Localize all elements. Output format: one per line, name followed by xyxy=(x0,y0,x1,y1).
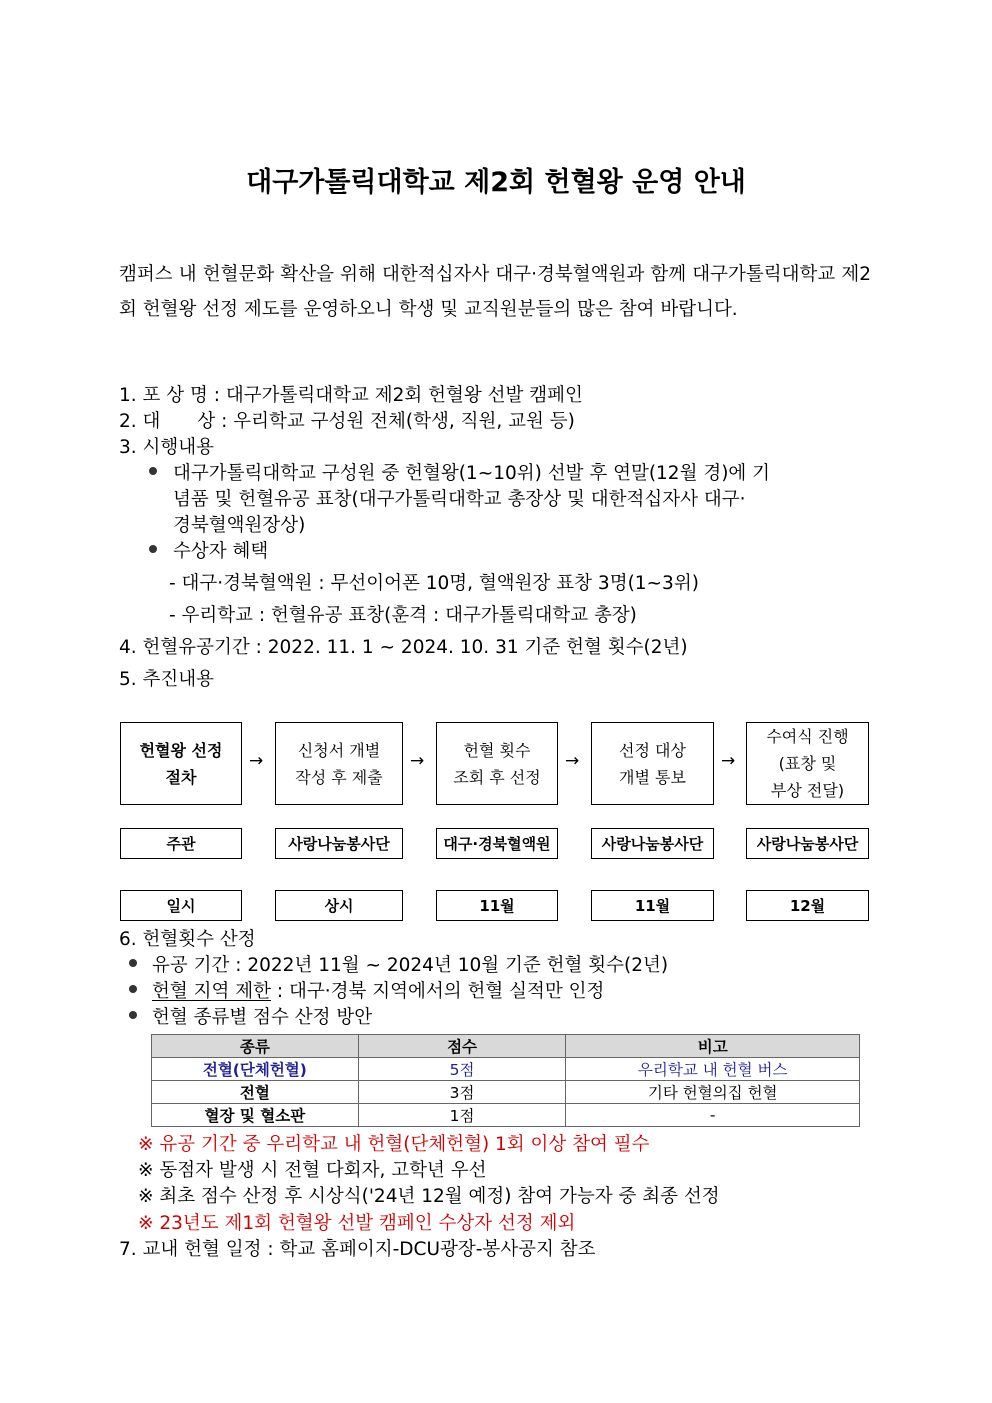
table-cell: - xyxy=(566,1104,860,1127)
note-exclusion: ※ 23년도 제1회 헌혈왕 선발 캠페인 수상자 선정 제외 xyxy=(138,1213,576,1234)
host-cell: 사랑나눔봉사단 xyxy=(591,828,714,859)
item-award-name: 1. 포 상 명 : 대구가톨릭대학교 제2회 헌혈왕 선발 캠페인 xyxy=(119,385,583,406)
bullet-icon xyxy=(149,545,157,553)
note-tie-breaker: ※ 동점자 발생 시 전혈 다회자, 고학년 우선 xyxy=(138,1160,487,1181)
table-header-row xyxy=(152,1035,860,1058)
host-cell: 사랑나눔봉사단 xyxy=(275,828,403,859)
bullet-icon xyxy=(129,1011,137,1019)
host-cell: 사랑나눔봉사단 xyxy=(746,828,869,859)
item-target: 2. 대 상 : 우리학교 구성원 전체(학생, 직원, 교원 등) xyxy=(119,411,575,432)
table-cell: 전혈 xyxy=(152,1081,359,1104)
note-final-selection: ※ 최초 점수 산정 후 시상식('24년 12월 예정) 참여 가능자 중 최종 선정 xyxy=(138,1186,720,1207)
implementation-detail-line2: 념품 및 헌혈유공 표창(대구가톨릭대학교 총장상 및 대한적십자사 대구· xyxy=(173,489,746,510)
arrow-right-icon: → xyxy=(410,751,425,771)
date-cell: 12월 xyxy=(746,890,869,921)
page-title: 대구가톨릭대학교 제2회 헌혈왕 운영 안내 xyxy=(246,167,746,198)
flow-step-selection: 헌혈 횟수 조회 후 선정 xyxy=(436,722,558,805)
flow-step-notification: 선정 대상 개별 통보 xyxy=(591,722,714,805)
host-cell: 대구·경북혈액원 xyxy=(436,828,558,859)
date-label: 일시 xyxy=(120,890,242,921)
benefit-school: - 우리학교 : 헌혈유공 표창(훈격 : 대구가톨릭대학교 총장) xyxy=(169,605,637,626)
flow-step-ceremony: 수여식 진행 (표창 및 부상 전달) xyxy=(746,722,869,805)
date-cell: 11월 xyxy=(591,890,714,921)
implementation-detail-line3: 경북혈액원장상) xyxy=(173,515,306,536)
bullet-icon xyxy=(129,985,137,993)
count-period: 유공 기간 : 2022년 11월 ~ 2024년 10월 기준 헌혈 횟수(2년) xyxy=(152,955,669,976)
flow-step-procedure: 헌혈왕 선정 절차 xyxy=(120,722,242,805)
table-header: 비고 xyxy=(566,1035,860,1058)
item-count-calculation: 6. 헌혈횟수 산정 xyxy=(119,929,256,950)
item-implementation: 3. 시행내용 xyxy=(119,437,215,458)
item-period: 4. 헌혈유공기간 : 2022. 11. 1 ~ 2024. 10. 31 기준 헌혈 횟수(2년) xyxy=(119,637,688,658)
table-cell: 우리학교 내 헌혈 버스 xyxy=(566,1058,860,1081)
winner-benefits: 수상자 혜택 xyxy=(173,541,269,562)
score-table xyxy=(151,1034,860,1127)
benefit-blood-center: - 대구·경북혈액원 : 무선이어폰 10명, 혈액원장 표창 3명(1~3위) xyxy=(169,573,699,594)
item-process: 5. 추진내용 xyxy=(119,669,215,690)
date-cell: 상시 xyxy=(275,890,403,921)
note-required-participation: ※ 유공 기간 중 우리학교 내 헌혈(단체헌혈) 1회 이상 참여 필수 xyxy=(138,1134,650,1155)
table-header: 종류 xyxy=(152,1035,359,1058)
region-restriction-label: 헌혈 지역 제한 xyxy=(152,981,271,1002)
arrow-right-icon: → xyxy=(565,751,580,771)
table-header: 점수 xyxy=(358,1035,566,1058)
arrow-right-icon: → xyxy=(249,751,264,771)
bullet-icon xyxy=(129,959,137,967)
item-schedule: 7. 교내 헌혈 일정 : 학교 홈페이지-DCU광장-봉사공지 참조 xyxy=(119,1239,596,1260)
table-row xyxy=(152,1081,860,1104)
table-cell: 5점 xyxy=(358,1058,566,1081)
arrow-right-icon: → xyxy=(721,751,736,771)
score-method: 헌혈 종류별 점수 산정 방안 xyxy=(152,1007,373,1028)
region-restriction: 헌혈 지역 제한 : 대구·경북 지역에서의 헌혈 실적만 인정 xyxy=(152,981,605,1002)
host-label: 주관 xyxy=(120,828,242,859)
table-cell: 3점 xyxy=(358,1081,566,1104)
table-cell: 전혈(단체헌혈) xyxy=(152,1058,359,1081)
flow-step-application: 신청서 개별 작성 후 제출 xyxy=(275,722,403,805)
intro-paragraph: 캠퍼스 내 헌혈문화 확산을 위해 대한적십자사 대구·경북혈액원과 함께 대구가톨릭대학교 제2회 헌혈왕 선정 제도를 운영하오니 학생 및 교직원분들의 많은 참여 바랍니다. xyxy=(119,264,871,320)
date-cell: 11월 xyxy=(436,890,558,921)
bullet-icon xyxy=(149,467,157,475)
table-cell: 혈장 및 혈소판 xyxy=(152,1104,359,1127)
implementation-detail-line1: 대구가톨릭대학교 구성원 중 헌혈왕(1~10위) 선발 후 연말(12월 경)에 기 xyxy=(173,463,771,484)
table-cell: 기타 헌혈의집 헌혈 xyxy=(566,1081,860,1104)
table-row xyxy=(152,1104,860,1127)
table-cell: 1점 xyxy=(358,1104,566,1127)
table-row xyxy=(152,1058,860,1081)
